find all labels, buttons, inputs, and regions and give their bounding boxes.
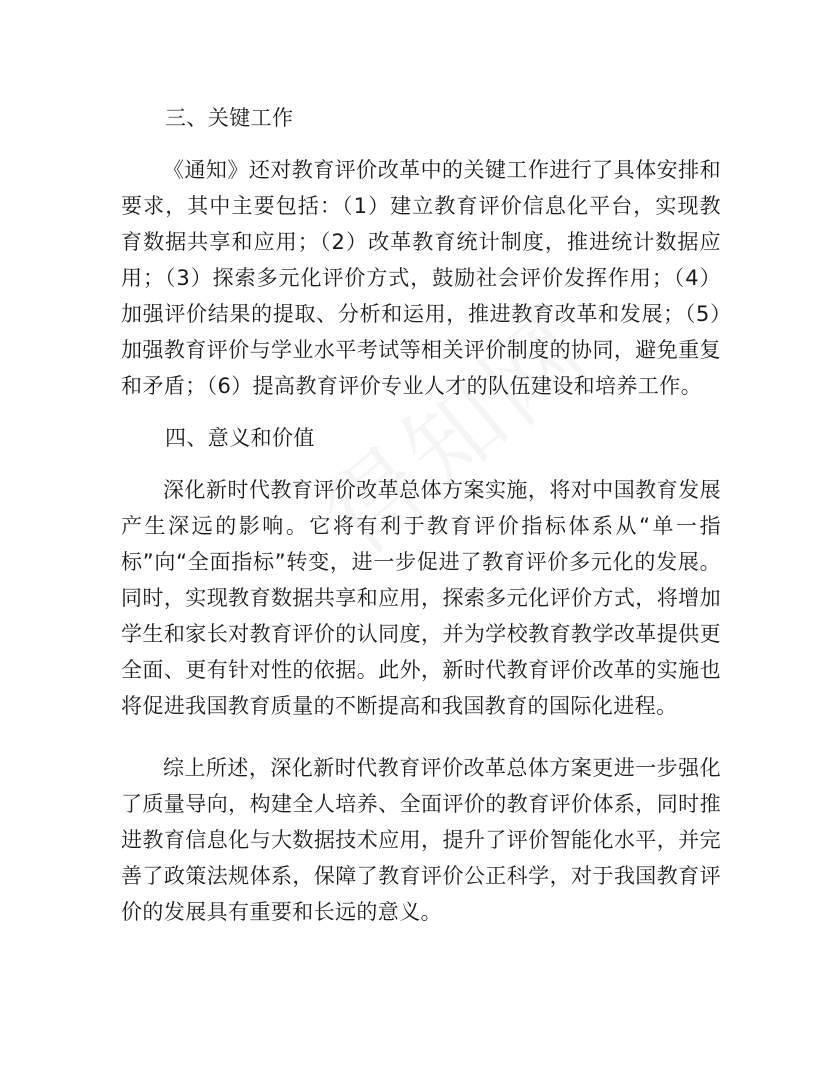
section-heading-key-work: 三、关键工作 bbox=[165, 106, 294, 130]
paragraph-conclusion: 综上所述，深化新时代教育评价改革总体方案更进一步强化了质量导向，构建全人培养、全面评价的教育评价体系，同时推进教育信息化与大数据技术应用，提升了评价智能化水平，并完善了政策法规体系，保障了教育评价公正科学，对于我国教育评价的发展具有重要和长远的意义。 bbox=[121, 756, 721, 924]
paragraph-key-work: 《通知》还对教育评价改革中的关键工作进行了具体安排和要求，其中主要包括：（1）建立教育评价信息化平台，实现教育数据共享和应用；（2）改革教育统计制度，推进统计数据应用；（3）探索多元化评价方式，鼓励社会评价发挥作用；（4）加强评价结果的提取、分析和运用，推进教育改革和发展；（5）加强教育评价与学业水平考试等相关评价制度的协同，避免重复和矛盾；（6）提高教育评价专业人才的队伍建设和培养工作。 bbox=[121, 158, 721, 398]
document-body bbox=[121, 100, 721, 946]
paragraph-significance: 深化新时代教育评价改革总体方案实施，将对中国教育发展产生深远的影响。它将有利于教育评价指标体系从“单一指标”向“全面指标”转变，进一步促进了教育评价多元化的发展。同时，实现教育数据共享和应用，探索多元化评价方式，将增加学生和家长对教育评价的认同度，并为学校教育教学改革提供更全面、更有针对性的依据。此外，新时代教育评价改革的实施也将促进我国教育质量的不断提高和我国教育的国际化进程。 bbox=[121, 478, 721, 718]
section-heading-significance: 四、意义和价值 bbox=[165, 426, 315, 450]
